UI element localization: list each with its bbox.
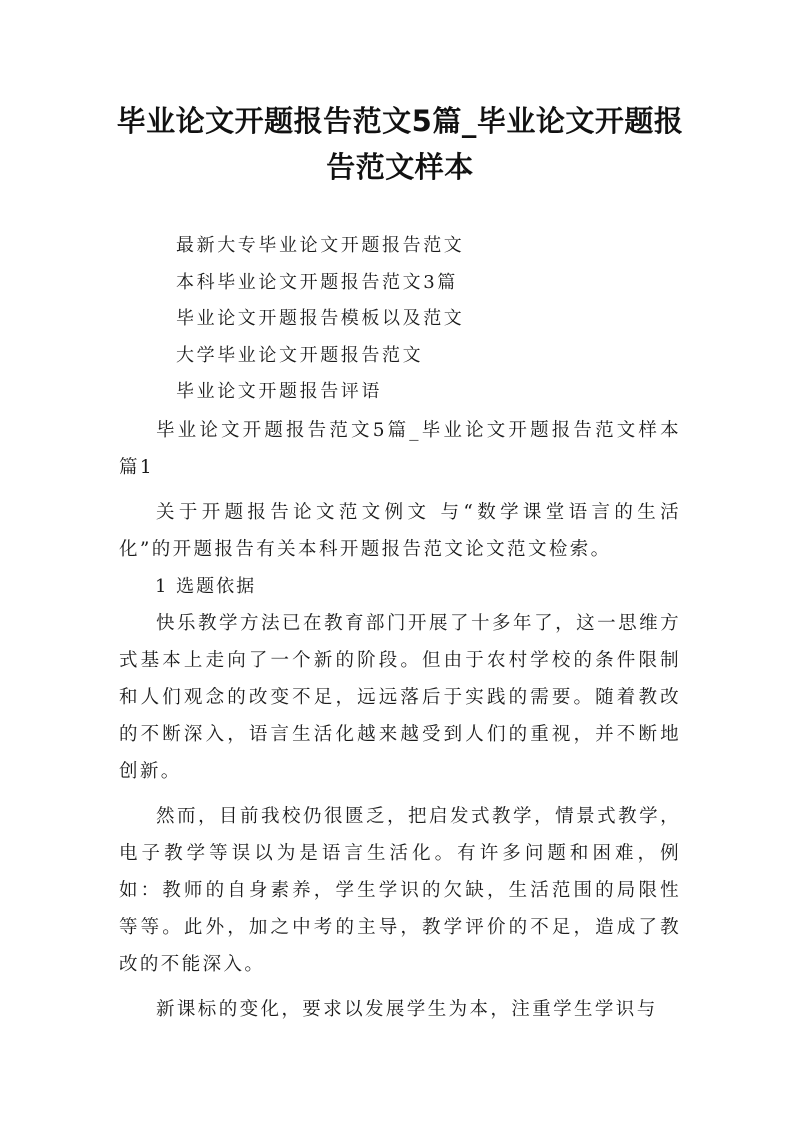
related-link[interactable]: 本科毕业论文开题报告范文3篇 — [176, 271, 458, 293]
related-links-list — [176, 228, 464, 411]
related-link[interactable]: 大学毕业论文开题报告范文 — [176, 344, 424, 366]
related-link[interactable]: 最新大专毕业论文开题报告范文 — [176, 235, 465, 256]
body-paragraph: 快乐教学方法已在教育部门开展了十多年了，这一思维方式基本上走向了一个新的阶段。但由于农村学校的条件限制和人们观念的改变不足，远远落后于实践的需要。随着教改的不断深入，语言生活化越来越受到人们的重视，并不断地创新。 — [119, 613, 681, 782]
related-link[interactable]: 毕业论文开题报告模板以及范文 — [176, 308, 465, 329]
body-paragraph: 新课标的变化，要求以发展学生为本，注重学生学识与 — [156, 999, 658, 1020]
body-paragraph: 然而，目前我校仍很匮乏，把启发式教学，情景式教学，电子教学等误以为是语言生活化。有许多问题和困难，例如：教师的自身素养，学生学识的欠缺，生活范围的局限性等等。此外，加之中考的主导，教学评价的不足，造成了教改的不能深入。 — [119, 806, 681, 975]
related-link[interactable]: 毕业论文开题报告评语 — [176, 381, 382, 402]
section-heading: 1 选题依据 — [155, 576, 257, 597]
article-body — [119, 412, 681, 1028]
intro-paragraph: 关于开题报告论文范文例文 与“数学课堂语言的生活化”的开题报告有关本科开题报告范文论文范文检索。 — [119, 502, 681, 560]
document-title: 毕业论文开题报告范文5篇_毕业论文开题报告范文样本 — [116, 104, 684, 184]
article-heading: 毕业论文开题报告范文5篇_毕业论文开题报告范文样本篇1 — [119, 420, 681, 478]
